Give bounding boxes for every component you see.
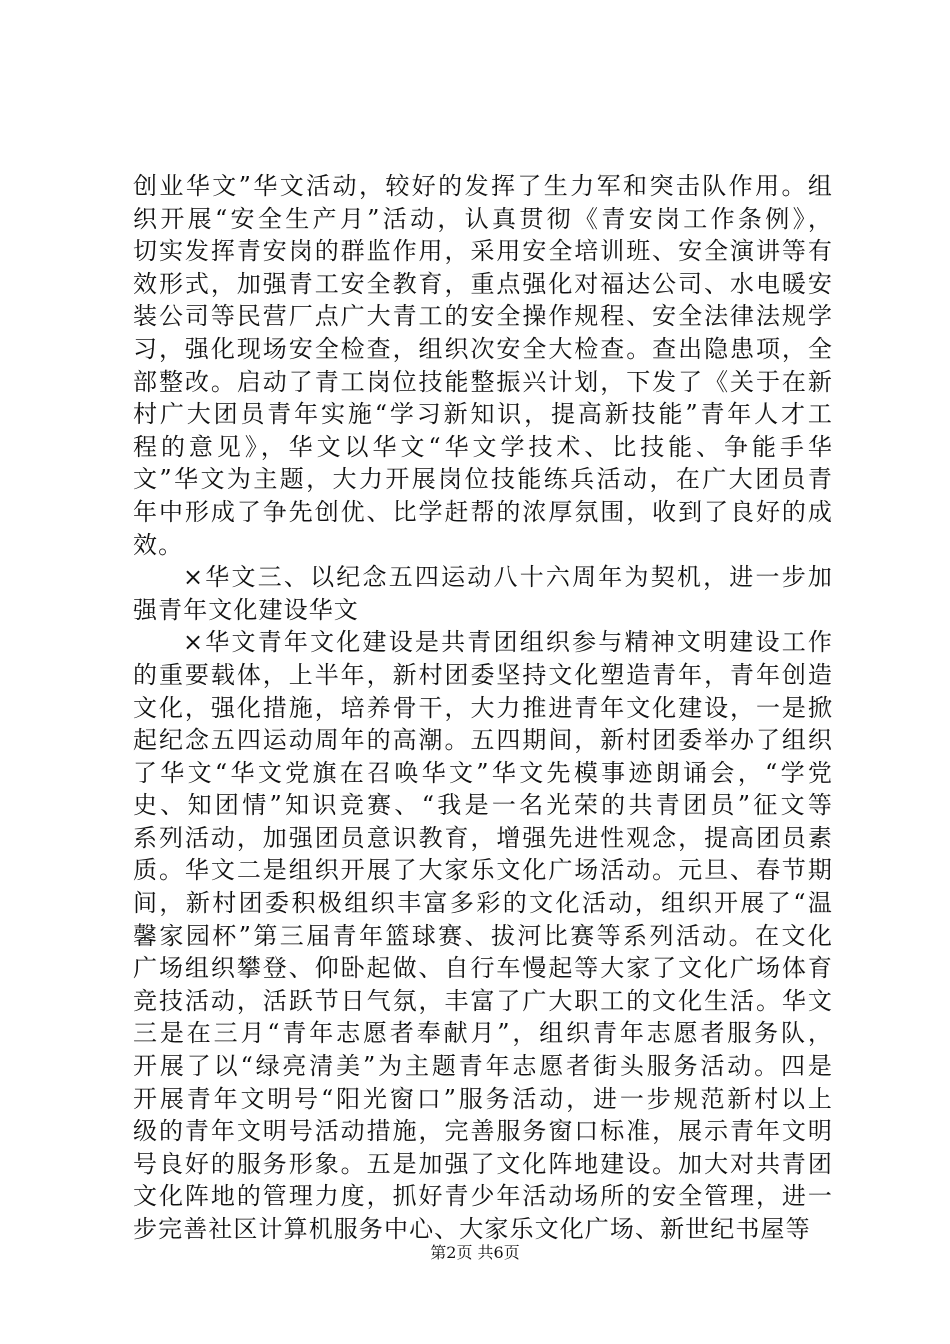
text-line: 系列活动，加强团员意识教育，增强先进性观念，提高团员素 [133, 823, 833, 852]
text-line: 程的意见》，华文以华文“华文学技术、比技能、争能手华 [133, 432, 833, 461]
text-line: 史、知团情”知识竞赛、“我是一名光荣的共青团员”征文等 [133, 791, 833, 820]
text-line: 广场组织攀登、仰卧起做、自行车慢起等大家了文化广场体育 [133, 954, 833, 983]
text-line: ×华文三、以纪念五四运动八十六周年为契机，进一步加 [183, 563, 833, 592]
text-line: 的重要载体，上半年，新村团委坚持文化塑造青年，青年创造 [133, 660, 833, 689]
text-line: 效。 [133, 530, 184, 559]
text-line: 效形式，加强青工安全教育，重点强化对福达公司、水电暖安 [133, 269, 833, 298]
text-line: 竞技活动，活跃节日气氛，丰富了广大职工的文化生活。华文 [133, 986, 833, 1015]
text-line: 级的青年文明号活动措施，完善服务窗口标准，展示青年文明 [133, 1117, 833, 1146]
text-line: 创业华文”华文活动，较好的发挥了生力军和突击队作用。组 [133, 172, 833, 200]
text-line: 质。华文二是组织开展了大家乐文化广场活动。元旦、春节期 [133, 856, 833, 885]
text-line: 部整改。启动了青工岗位技能整振兴计划，下发了《关于在新 [133, 367, 833, 396]
text-line: 装公司等民营厂点广大青工的安全操作规程、安全法律法规学 [133, 302, 833, 331]
text-line: 馨家园杯”第三届青年篮球赛、拔河比赛等系列活动。在文化 [133, 921, 833, 950]
text-line: ×华文青年文化建设是共青团组织参与精神文明建设工作 [183, 628, 833, 657]
text-line: 年中形成了争先创优、比学赶帮的浓厚氛围，收到了良好的成 [133, 497, 833, 526]
text-line: 步完善社区计算机服务中心、大家乐文化广场、新世纪书屋等 [133, 1215, 811, 1243]
text-line: 强青年文化建设华文 [133, 595, 359, 624]
text-line: 习，强化现场安全检查，组织次安全大检查。查出隐患项，全 [133, 334, 833, 363]
document-body [133, 170, 833, 1246]
text-line: 起纪念五四运动周年的高潮。五四期间，新村团委举办了组织 [133, 726, 833, 755]
paragraph [133, 626, 833, 1245]
text-line: 文”华文为主题，大力开展岗位技能练兵活动，在广大团员青 [133, 465, 833, 494]
text-line: 文化，强化措施，培养骨干，大力推进青年文化建设，一是掀 [133, 693, 833, 722]
text-line: 切实发挥青安岗的群监作用，采用安全培训班、安全演讲等有 [133, 237, 833, 266]
text-line: 号良好的服务形象。五是加强了文化阵地建设。加大对共青团 [133, 1149, 833, 1178]
paragraph [133, 170, 833, 561]
page-number-footer: 第2页 共6页 [430, 1243, 520, 1262]
text-line: 开展青年文明号“阳光窗口”服务活动，进一步规范新村以上 [133, 1084, 833, 1113]
text-line: 村广大团员青年实施“学习新知识，提高新技能”青年人才工 [133, 400, 833, 429]
text-line: 间，新村团委积极组织丰富多彩的文化活动，组织开展了“温 [133, 889, 833, 918]
text-line: 开展了以“绿亮清美”为主题青年志愿者街头服务活动。四是 [133, 1052, 833, 1081]
text-line: 三是在三月“青年志愿者奉献月”，组织青年志愿者服务队， [133, 1019, 833, 1048]
text-line: 了华文“华文党旗在召唤华文”华文先模事迹朗诵会，“学党 [133, 758, 833, 787]
text-line: 织开展“安全生产月”活动，认真贯彻《青安岗工作条例》， [133, 204, 833, 233]
paragraph [133, 561, 833, 626]
text-line: 文化阵地的管理力度，抓好青少年活动场所的安全管理，进一 [133, 1182, 833, 1211]
